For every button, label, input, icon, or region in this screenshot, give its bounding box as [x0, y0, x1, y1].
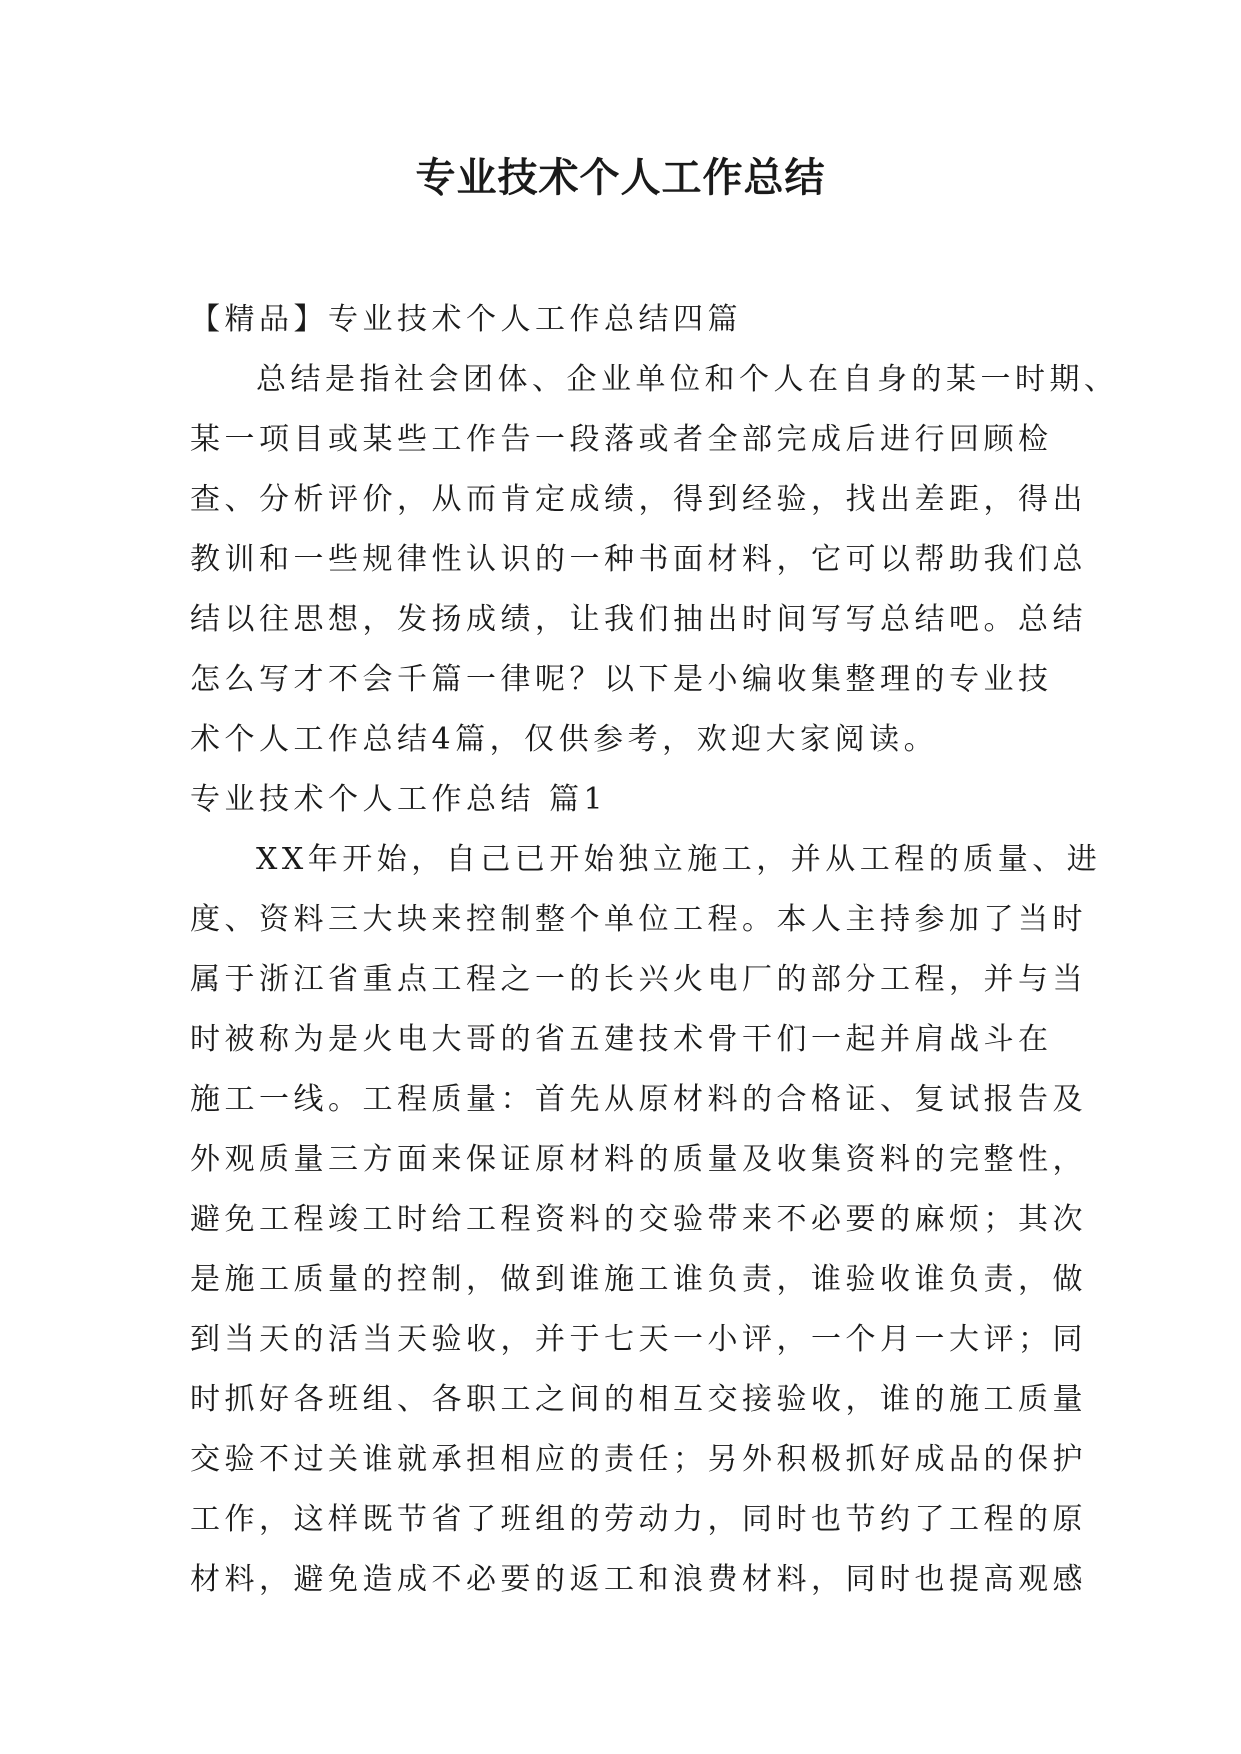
intro-line: 结以往思想，发扬成绩，让我们抽出时间写写总结吧。总结: [190, 602, 1087, 637]
section-line: 属于浙江省重点工程之一的长兴火电厂的部分工程，并与当: [190, 962, 1087, 997]
section-line: XX年开始，自己已开始独立施工，并从工程的质量、进: [256, 842, 1102, 877]
document-title: 专业技术个人工作总结: [415, 155, 826, 201]
section-line: 到当天的活当天验收，并于七天一小评，一个月一大评；同: [190, 1322, 1087, 1357]
section-line: 工作，这样既节省了班组的劳动力，同时也节约了工程的原: [190, 1502, 1087, 1537]
section-line: 时被称为是火电大哥的省五建技术骨干们一起并肩战斗在: [190, 1022, 1053, 1057]
intro-line: 某一项目或某些工作告一段落或者全部完成后进行回顾检: [190, 422, 1053, 457]
section-line: 避免工程竣工时给工程资料的交验带来不必要的麻烦；其次: [190, 1202, 1087, 1237]
section-line: 外观质量三方面来保证原材料的质量及收集资料的完整性，: [190, 1142, 1087, 1177]
intro-line: 教训和一些规律性认识的一种书面材料，它可以帮助我们总: [190, 542, 1087, 577]
section-line: 交验不过关谁就承担相应的责任；另外积极抓好成品的保护: [190, 1442, 1087, 1477]
section-line: 施工一线。工程质量：首先从原材料的合格证、复试报告及: [190, 1082, 1087, 1117]
intro-paragraph: [190, 350, 1119, 770]
intro-line: 怎么写才不会千篇一律呢？以下是小编收集整理的专业技: [190, 662, 1053, 697]
document-body: [190, 290, 1119, 1610]
section-line: 是施工质量的控制，做到谁施工谁负责，谁验收谁负责，做: [190, 1262, 1087, 1297]
intro-line: 总结是指社会团体、企业单位和个人在自身的某一时期、: [256, 362, 1119, 397]
intro-line: 术个人工作总结4篇，仅供参考，欢迎大家阅读。: [190, 722, 939, 757]
section-line: 材料，避免造成不必要的返工和浪费材料，同时也提高观感: [190, 1562, 1087, 1597]
section-line: 度、资料三大块来控制整个单位工程。本人主持参加了当时: [190, 902, 1087, 937]
section-paragraph: [190, 830, 1102, 1610]
section-line: 时抓好各班组、各职工之间的相互交接验收，谁的施工质量: [190, 1382, 1087, 1417]
heading-line: 【精品】专业技术个人工作总结四篇: [190, 302, 742, 337]
section-heading: 专业技术个人工作总结 篇1: [190, 782, 608, 817]
intro-line: 查、分析评价，从而肯定成绩，得到经验，找出差距，得出: [190, 482, 1087, 517]
